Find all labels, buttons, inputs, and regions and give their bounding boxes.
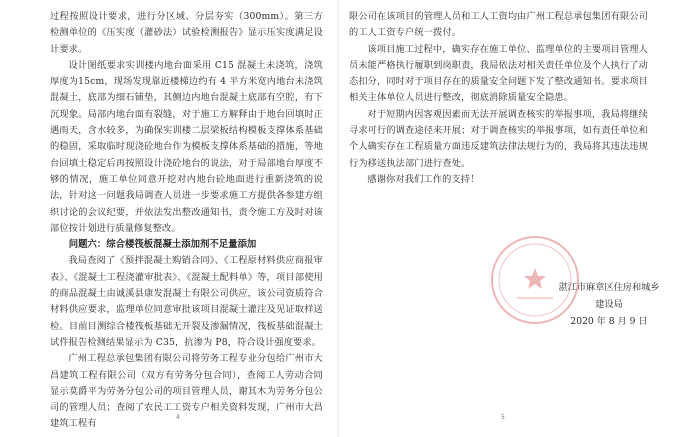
left-paragraph-4: 广州工程总承包集团有限公司将劳务工程专业分包给广州市大昌建筑工程有限公司（双方有劳务分包合同），查阅工人劳动合同显示莫爵平为劳务分包公司的项目管理人员，谢其木为劳务分包公司的管理人员；查阅了农民工工资专户相关资料发现，广州市大昌建筑工程有 bbox=[50, 353, 323, 430]
left-paragraph-1: 过程按照设计要求，进行分区域、分层夯实（300mm）。第三方检测单位的《压实度（灌砂法）试验检测报告》显示压实度满足设计要求。 bbox=[50, 11, 323, 55]
right-paragraph-3: 对于短期内因客观因素而无法开展调查核实的举报事项，我局将继续寻求可行的调查途径来开展；对于调查核实的举报事项，如有责任单位和个人确实存在工程质量方面违反建筑法律法规行为的，我局将其违法违规行为移送执法部门进行查处。 bbox=[349, 108, 648, 169]
right-paragraph-2: 该项目施工过程中，确实存在施工单位、监理单位的主要项目管理人员未能严格执行履职到岗职责，我局依法对相关责任单位及个人执行了动态扣分，同时对于项目存在的质量安全问题下发了整改通知书。要求项目相关主体单位人员进行整改，彻底消除质量安全隐患。 bbox=[349, 43, 648, 104]
section-heading-issue-six: 问题六：综合楼筏板混凝土添加剂不足量添加 bbox=[68, 239, 257, 251]
signature-block bbox=[554, 279, 664, 330]
left-paragraph-2: 设计图纸要求实训楼内地台面采用 C15 混凝土未浇筑，浇筑厚度为15cm，现场发现靠近楼梯边约有 4 平方米宽内地台未浇筑混凝土，底部为细石铺垫，其侧边内地台混凝土底部有空腔，有下沉现象。局部内地台面有裂缝，对于施工方解释由于地台回填时正遇雨天，含水较多，为确保实训楼二层梁板结构模板支撑体系基础的稳固，采取临时现浇砼地台作为模板支撑体系基础的措施，等地台回填土稳定后再按照设计浇砼地台的说法，对于局部地台厚度不够的情况，施工单位同意开挖对内地台砼地面进行重新浇筑的说法，针对这一问题我局调查人员进一步要求施工方提供各参建方组织讨论的会议纪要，并依法发出整改通知书，责令施工方及时对该部位按计划进行质量修复整改。 bbox=[50, 59, 323, 234]
page-number-right: 5 bbox=[501, 414, 505, 421]
right-paragraph-4: 感谢你对我们工作的支持！ bbox=[367, 173, 480, 185]
left-paragraph-3: 我局查阅了《预拌混凝土购销合同》、《工程原材料供应商报审表》、《混凝土工程浇灌审批表》、《混凝土配料单》等，项目部使用的商品混凝土由诚溪县康发混凝土有限公司供应，该公司资质符合材料供应要求，监理单位同意审批该项目混凝土灌注及见证取样送检。目前目测综合楼筏板基础无开裂及渗漏情况，筏板基础混凝土试件报告检测结果显示为 C35，抗渗为 P8，符合设计强度要求。 bbox=[50, 255, 323, 348]
signing-date: 2020 年 8 月 9 日 bbox=[570, 316, 648, 327]
page-number-left: 4 bbox=[176, 414, 180, 421]
signing-organization: 湛江市麻章区住房和城乡建设局 bbox=[558, 282, 660, 310]
right-page bbox=[339, 0, 678, 437]
right-paragraph-1: 限公司在该项目的管理人员和工人工资均由广州工程总承包集团有限公司的工人工资专户统一拨付。 bbox=[349, 11, 648, 39]
